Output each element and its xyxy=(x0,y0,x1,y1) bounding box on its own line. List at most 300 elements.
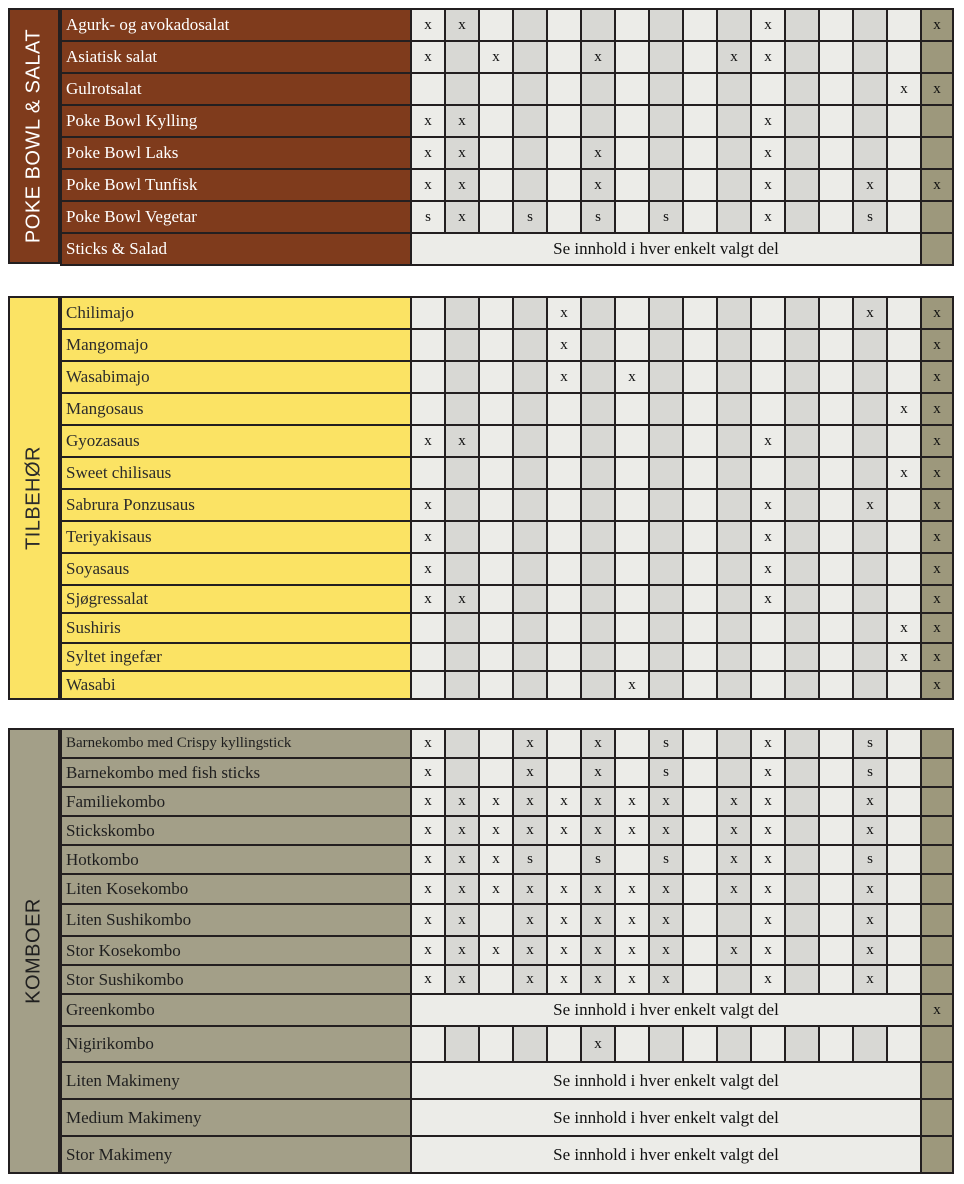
allergen-cell xyxy=(445,729,479,758)
allergen-cell xyxy=(411,671,445,699)
allergen-cell xyxy=(615,9,649,41)
allergen-cell xyxy=(887,361,921,393)
allergen-cell: s xyxy=(853,845,887,874)
allergen-cell: x xyxy=(649,787,683,816)
table-row xyxy=(61,787,953,816)
allergen-cell: s xyxy=(581,845,615,874)
allergen-cell xyxy=(683,137,717,169)
allergen-cell xyxy=(581,489,615,521)
allergen-cell: x xyxy=(411,787,445,816)
allergen-cell: s xyxy=(649,201,683,233)
allergen-cell: x xyxy=(921,169,953,201)
allergen-cell: x xyxy=(853,787,887,816)
allergen-cell xyxy=(717,9,751,41)
allergen-cell xyxy=(717,671,751,699)
allergen-cell: x xyxy=(581,169,615,201)
allergen-cell xyxy=(411,329,445,361)
allergen-cell xyxy=(717,425,751,457)
allergen-cell xyxy=(887,489,921,521)
allergen-cell xyxy=(921,1136,953,1173)
allergen-cell: x xyxy=(921,643,953,671)
table-row xyxy=(61,1136,953,1173)
allergen-cell: x xyxy=(513,787,547,816)
allergen-cell xyxy=(887,874,921,904)
allergen-cell: x xyxy=(921,393,953,425)
allergen-cell xyxy=(411,297,445,329)
allergen-cell xyxy=(785,137,819,169)
allergen-cell: x xyxy=(581,936,615,965)
allergen-cell: x xyxy=(479,787,513,816)
allergen-cell xyxy=(751,1026,785,1062)
allergen-cell: x xyxy=(717,787,751,816)
allergen-cell: x xyxy=(853,297,887,329)
allergen-cell xyxy=(683,816,717,845)
allergen-cell xyxy=(479,671,513,699)
allergen-cell xyxy=(717,73,751,105)
allergen-cell xyxy=(513,553,547,585)
allergen-cell xyxy=(649,553,683,585)
allergen-cell xyxy=(581,643,615,671)
allergen-cell: s xyxy=(649,845,683,874)
allergen-cell xyxy=(683,521,717,553)
item-name: Wasabi xyxy=(61,671,411,699)
allergen-cell xyxy=(887,671,921,699)
allergen-cell xyxy=(921,758,953,787)
allergen-cell xyxy=(853,585,887,613)
allergen-cell xyxy=(921,201,953,233)
allergen-cell xyxy=(649,361,683,393)
allergen-cell xyxy=(785,553,819,585)
allergen-cell xyxy=(819,297,853,329)
allergen-cell: x xyxy=(751,585,785,613)
allergen-cell xyxy=(615,105,649,137)
allergen-cell xyxy=(887,201,921,233)
item-name: Barnekombo med Crispy kyllingstick xyxy=(61,729,411,758)
table-row xyxy=(61,393,953,425)
allergen-cell xyxy=(785,845,819,874)
allergen-cell xyxy=(513,41,547,73)
allergen-cell xyxy=(547,169,581,201)
section-tilbehor xyxy=(8,296,952,700)
allergen-cell xyxy=(853,457,887,489)
item-name: Poke Bowl Kylling xyxy=(61,105,411,137)
allergen-cell xyxy=(683,874,717,904)
allergen-cell xyxy=(853,361,887,393)
allergen-cell xyxy=(785,393,819,425)
allergen-cell: x xyxy=(853,874,887,904)
allergen-cell: x xyxy=(513,874,547,904)
allergen-cell: x xyxy=(751,816,785,845)
allergen-cell: s xyxy=(853,729,887,758)
item-name: Asiatisk salat xyxy=(61,41,411,73)
allergen-cell xyxy=(479,489,513,521)
allergen-cell: x xyxy=(751,425,785,457)
allergen-cell xyxy=(785,425,819,457)
allergen-cell xyxy=(479,758,513,787)
item-name: Mangosaus xyxy=(61,393,411,425)
allergen-cell: x xyxy=(751,9,785,41)
allergen-cell: x xyxy=(649,874,683,904)
allergen-cell xyxy=(853,613,887,643)
allergen-cell xyxy=(581,9,615,41)
allergen-cell xyxy=(479,553,513,585)
allergen-cell xyxy=(921,845,953,874)
allergen-cell xyxy=(615,297,649,329)
table-row xyxy=(61,585,953,613)
allergen-table xyxy=(60,728,954,1174)
allergen-cell xyxy=(853,393,887,425)
allergen-cell: x xyxy=(411,845,445,874)
allergen-cell xyxy=(615,425,649,457)
allergen-cell: x xyxy=(921,297,953,329)
allergen-cell xyxy=(751,671,785,699)
allergen-cell: x xyxy=(411,9,445,41)
allergen-cell: x xyxy=(921,425,953,457)
allergen-cell xyxy=(581,553,615,585)
item-name: Stor Kosekombo xyxy=(61,936,411,965)
item-name: Familiekombo xyxy=(61,787,411,816)
allergen-cell: x xyxy=(615,361,649,393)
allergen-cell xyxy=(683,787,717,816)
allergen-cell xyxy=(785,758,819,787)
allergen-cell: x xyxy=(717,816,751,845)
allergen-cell: x xyxy=(853,965,887,994)
allergen-cell xyxy=(819,1026,853,1062)
allergen-cell xyxy=(513,361,547,393)
allergen-cell: x xyxy=(887,393,921,425)
item-name: Stor Makimeny xyxy=(61,1136,411,1173)
section-title: KOMBOER xyxy=(22,898,45,1004)
allergen-cell xyxy=(853,521,887,553)
allergen-cell xyxy=(853,553,887,585)
item-name: Liten Sushikombo xyxy=(61,904,411,936)
allergen-cell xyxy=(649,489,683,521)
allergen-cell xyxy=(785,671,819,699)
allergen-cell: x xyxy=(649,965,683,994)
allergen-cell xyxy=(547,73,581,105)
item-name: Chilimajo xyxy=(61,297,411,329)
allergen-cell xyxy=(785,816,819,845)
allergen-cell xyxy=(649,671,683,699)
allergen-cell xyxy=(717,393,751,425)
allergen-cell xyxy=(785,521,819,553)
allergen-cell xyxy=(751,329,785,361)
allergen-cell: x xyxy=(921,994,953,1026)
allergen-cell xyxy=(887,845,921,874)
allergen-cell: x xyxy=(887,73,921,105)
allergen-cell xyxy=(513,297,547,329)
item-name: Syltet ingefær xyxy=(61,643,411,671)
allergen-cell xyxy=(853,1026,887,1062)
allergen-cell xyxy=(785,936,819,965)
allergen-cell: x xyxy=(411,758,445,787)
item-name: Poke Bowl Laks xyxy=(61,137,411,169)
allergen-cell xyxy=(921,1026,953,1062)
allergen-cell: x xyxy=(445,201,479,233)
allergen-cell xyxy=(785,643,819,671)
allergen-cell xyxy=(819,816,853,845)
allergen-cell xyxy=(853,329,887,361)
table-row xyxy=(61,233,953,265)
section-label xyxy=(8,8,60,264)
allergen-cell xyxy=(887,816,921,845)
table-row xyxy=(61,73,953,105)
allergen-cell xyxy=(479,393,513,425)
allergen-cell xyxy=(649,585,683,613)
table-row xyxy=(61,1062,953,1099)
allergen-cell xyxy=(751,297,785,329)
allergen-cell xyxy=(581,521,615,553)
allergen-cell: s xyxy=(581,201,615,233)
allergen-cell xyxy=(683,1026,717,1062)
allergen-cell: x xyxy=(445,169,479,201)
allergen-cell xyxy=(615,137,649,169)
allergen-cell xyxy=(887,758,921,787)
allergen-cell xyxy=(513,329,547,361)
allergen-cell: x xyxy=(547,787,581,816)
allergen-cell: x xyxy=(411,553,445,585)
allergen-cell xyxy=(921,816,953,845)
table-row xyxy=(61,1099,953,1136)
allergen-cell: x xyxy=(615,671,649,699)
allergen-cell: x xyxy=(445,105,479,137)
allergen-cell: x xyxy=(411,521,445,553)
allergen-cell xyxy=(547,643,581,671)
allergen-cell xyxy=(547,758,581,787)
allergen-cell: x xyxy=(411,816,445,845)
allergen-cell xyxy=(921,41,953,73)
allergen-cell: x xyxy=(717,936,751,965)
allergen-cell: x xyxy=(751,489,785,521)
allergen-cell xyxy=(785,169,819,201)
allergen-cell xyxy=(615,613,649,643)
allergen-cell xyxy=(751,613,785,643)
allergen-cell xyxy=(649,169,683,201)
allergen-cell xyxy=(819,41,853,73)
allergen-cell: x xyxy=(513,816,547,845)
allergen-cell xyxy=(615,169,649,201)
allergen-cell xyxy=(615,845,649,874)
item-name: Agurk- og avokadosalat xyxy=(61,9,411,41)
allergen-cell xyxy=(683,393,717,425)
allergen-cell: x xyxy=(581,41,615,73)
allergen-cell xyxy=(819,489,853,521)
allergen-cell: x xyxy=(411,965,445,994)
allergen-cell xyxy=(547,457,581,489)
allergen-cell xyxy=(751,643,785,671)
allergen-cell xyxy=(683,489,717,521)
allergen-cell xyxy=(887,904,921,936)
item-name: Sushiris xyxy=(61,613,411,643)
allergen-cell: x xyxy=(921,361,953,393)
allergen-cell xyxy=(853,41,887,73)
allergen-cell: x xyxy=(751,105,785,137)
allergen-cell: x xyxy=(615,965,649,994)
allergen-cell: x xyxy=(615,874,649,904)
allergen-cell xyxy=(819,425,853,457)
allergen-cell xyxy=(819,643,853,671)
allergen-cell: x xyxy=(479,874,513,904)
allergen-cell xyxy=(683,201,717,233)
table-row xyxy=(61,169,953,201)
allergen-cell xyxy=(785,489,819,521)
allergen-table xyxy=(60,8,954,266)
allergen-cell xyxy=(581,425,615,457)
item-name: Sjøgressalat xyxy=(61,585,411,613)
allergen-cell xyxy=(717,585,751,613)
allergen-cell: x xyxy=(921,489,953,521)
allergen-cell: x xyxy=(445,816,479,845)
allergen-cell xyxy=(717,553,751,585)
allergen-cell: x xyxy=(513,904,547,936)
allergen-cell xyxy=(479,965,513,994)
allergen-cell xyxy=(887,425,921,457)
allergen-cell: x xyxy=(853,169,887,201)
table-row xyxy=(61,201,953,233)
table-row xyxy=(61,297,953,329)
allergen-cell: x xyxy=(751,965,785,994)
allergen-cell: x xyxy=(411,425,445,457)
allergen-cell xyxy=(819,329,853,361)
item-name: Nigirikombo xyxy=(61,1026,411,1062)
allergen-cell xyxy=(819,393,853,425)
allergen-cell xyxy=(683,297,717,329)
allergen-cell: x xyxy=(411,105,445,137)
allergen-cell: x xyxy=(547,874,581,904)
allergen-cell: x xyxy=(547,936,581,965)
allergen-cell xyxy=(819,936,853,965)
allergen-cell xyxy=(887,105,921,137)
allergen-cell: x xyxy=(445,936,479,965)
allergen-cell xyxy=(547,585,581,613)
allergen-cell: x xyxy=(445,787,479,816)
allergen-cell: x xyxy=(411,904,445,936)
allergen-cell xyxy=(717,758,751,787)
allergen-cell: x xyxy=(717,41,751,73)
section-title: POKE BOWL & SALAT xyxy=(22,28,45,244)
allergen-cell xyxy=(717,729,751,758)
allergen-cell xyxy=(581,297,615,329)
item-name: Mangomajo xyxy=(61,329,411,361)
table-row xyxy=(61,1026,953,1062)
allergen-cell xyxy=(615,457,649,489)
allergen-cell: x xyxy=(547,297,581,329)
allergen-cell xyxy=(887,553,921,585)
allergen-cell xyxy=(751,361,785,393)
allergen-cell xyxy=(445,671,479,699)
allergen-cell xyxy=(445,361,479,393)
allergen-cell xyxy=(819,758,853,787)
table-row xyxy=(61,457,953,489)
allergen-cell xyxy=(479,169,513,201)
allergen-cell xyxy=(547,553,581,585)
allergen-cell xyxy=(615,521,649,553)
allergen-cell xyxy=(853,671,887,699)
allergen-cell xyxy=(479,425,513,457)
allergen-cell: x xyxy=(547,904,581,936)
item-name: Stor Sushikombo xyxy=(61,965,411,994)
allergen-cell xyxy=(683,41,717,73)
allergen-cell: x xyxy=(649,904,683,936)
allergen-cell: s xyxy=(853,201,887,233)
allergen-cell xyxy=(445,613,479,643)
allergen-cell xyxy=(513,137,547,169)
allergen-cell xyxy=(717,201,751,233)
allergen-cell xyxy=(887,169,921,201)
allergen-cell xyxy=(785,201,819,233)
item-name: Poke Bowl Tunfisk xyxy=(61,169,411,201)
allergen-cell xyxy=(615,585,649,613)
allergen-cell: x xyxy=(581,787,615,816)
allergen-cell xyxy=(683,169,717,201)
item-name: Gulrotsalat xyxy=(61,73,411,105)
allergen-cell: x xyxy=(479,845,513,874)
allergen-cell xyxy=(887,787,921,816)
allergen-cell xyxy=(785,874,819,904)
allergen-cell: x xyxy=(581,874,615,904)
allergen-cell xyxy=(547,845,581,874)
item-name: Liten Makimeny xyxy=(61,1062,411,1099)
allergen-cell xyxy=(479,1026,513,1062)
allergen-cell xyxy=(683,845,717,874)
allergen-cell: x xyxy=(751,521,785,553)
allergen-cell xyxy=(649,425,683,457)
table-row xyxy=(61,105,953,137)
allergen-cell xyxy=(921,904,953,936)
allergen-cell xyxy=(717,965,751,994)
allergen-cell: x xyxy=(411,874,445,904)
allergen-cell xyxy=(513,1026,547,1062)
item-name: Liten Kosekombo xyxy=(61,874,411,904)
span-note: Se innhold i hver enkelt valgt del xyxy=(411,1136,921,1173)
allergen-cell: x xyxy=(751,904,785,936)
allergen-cell xyxy=(615,553,649,585)
allergen-cell: x xyxy=(921,329,953,361)
allergen-cell xyxy=(887,329,921,361)
allergen-cell: x xyxy=(751,169,785,201)
allergen-cell xyxy=(445,329,479,361)
allergen-cell xyxy=(547,9,581,41)
allergen-cell xyxy=(581,613,615,643)
span-note: Se innhold i hver enkelt valgt del xyxy=(411,1062,921,1099)
table-row xyxy=(61,965,953,994)
allergen-cell xyxy=(649,297,683,329)
allergen-cell xyxy=(581,585,615,613)
allergen-cell xyxy=(479,729,513,758)
allergen-cell: x xyxy=(887,457,921,489)
item-name: Sticks & Salad xyxy=(61,233,411,265)
allergen-cell xyxy=(513,393,547,425)
allergen-cell xyxy=(649,521,683,553)
allergen-cell xyxy=(683,73,717,105)
allergen-cell xyxy=(615,729,649,758)
allergen-cell: x xyxy=(445,845,479,874)
allergen-cell xyxy=(683,643,717,671)
allergen-cell: x xyxy=(751,553,785,585)
allergen-cell xyxy=(615,1026,649,1062)
allergen-cell xyxy=(547,613,581,643)
table-row xyxy=(61,729,953,758)
allergen-cell: x xyxy=(717,845,751,874)
table-row xyxy=(61,845,953,874)
allergen-cell xyxy=(479,904,513,936)
allergen-cell xyxy=(853,73,887,105)
allergen-cell xyxy=(785,297,819,329)
item-name: Gyozasaus xyxy=(61,425,411,457)
item-name: Poke Bowl Vegetar xyxy=(61,201,411,233)
allergen-cell xyxy=(819,9,853,41)
table-row xyxy=(61,874,953,904)
